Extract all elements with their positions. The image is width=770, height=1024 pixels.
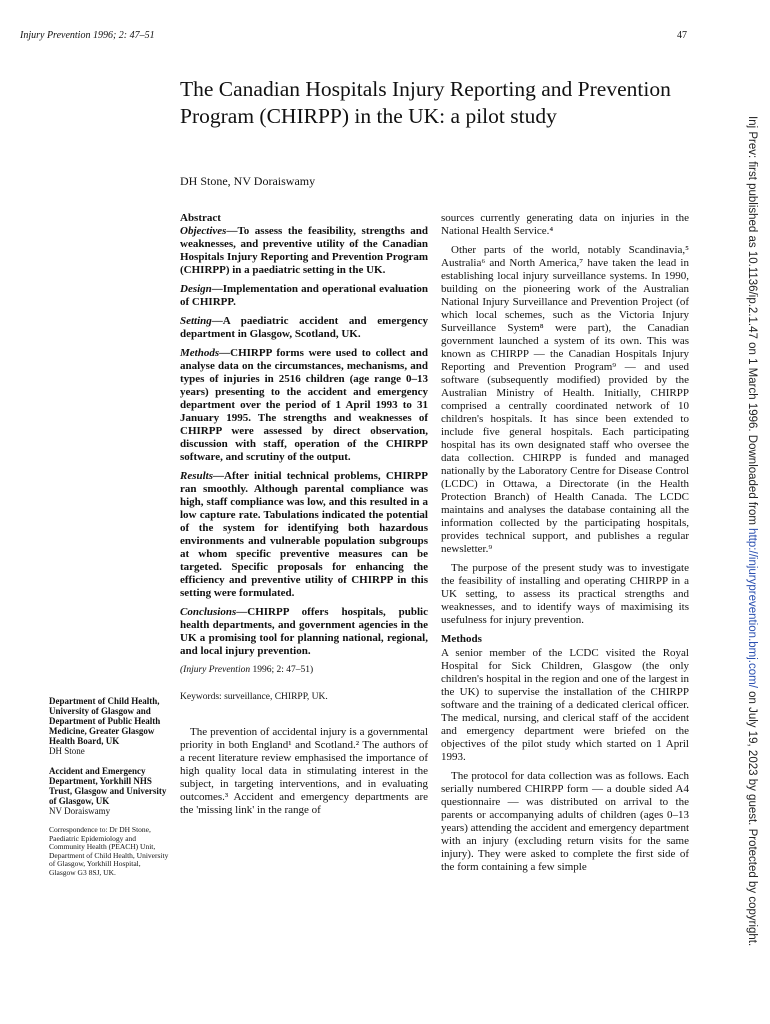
abstract-label: Conclusions (180, 606, 237, 618)
abstract-methods (180, 347, 428, 464)
correspondence: Correspondence to: Dr DH Stone, Paediatric Epidemiology and Community Health (PEACH) Unit, Department of Child Health, University of Glasgow, Yorkhill Hospital, Glasgow G3 8SJ, UK. (49, 825, 169, 877)
affiliation-person: NV Doraiswamy (49, 806, 111, 816)
abstract-objectives (180, 225, 428, 277)
abstract-text: —A paediatric accident and emergency department in Glasgow, Scotland, UK. (180, 315, 428, 340)
methods-heading: Methods (441, 633, 482, 645)
methods-paragraph: A senior member of the LCDC visited the Royal Hospital for Sick Children, Glasgow (the only children's hospital in the region and one of the largest in the UK) to supervise the installation of the CHIRPP software and the training of a dedicated clerical officer. The medical, nursing, and clerical staff of the accident and emergency department were briefed on the objectives of the pilot study which started on 1 April 1993. (441, 647, 689, 763)
abstract-text: —After initial technical problems, CHIRPP ran smoothly. Although parental compliance was high, staff compliance was low, and this resulted in a low capture rate. Tabulations indicated the potential of the system for identifying both hazardous environments and vulnerable population subgroups at whom specific preventive measures can be targeted. Specific proposals for enhancing the efficiency and preventive utility of CHIRPP in this setting were formulated. (180, 470, 428, 599)
body-paragraph: The purpose of the present study was to investigate the feasibility of installing and operating CHIRPP in a UK setting, to assess its practical strengths and weaknesses, and to identify ways of maximising its usefulness for injury prevention. (441, 562, 689, 626)
left-column (180, 212, 428, 823)
affiliation-org: Department of Child Health, University of Glasgow and Department of Public Health Medicine, Greater Glasgow Health Board, UK (49, 696, 161, 746)
body-paragraph: Other parts of the world, notably Scandinavia,⁵ Australia⁶ and North America,⁷ have taken the lead in establishing local injury surveillance systems. In 1990, building on the pioneering work of the Australian National Injury Surveillance and Prevention Project (of which local schemes, such as the Victoria Injury Surveillance System⁸ were part), the Canadian government launched a system of its own. This was known as CHIRPP — the Canadian Hospitals Injury Reporting and Prevention Program⁹ — and used software (subsequently modified) provided by the Australian Ministry of Health. Initially, CHIRPP comprised a centrally coordinated network of 10 children's hospitals. It has since been extended to include five general hospitals. Each participating hospital has its own designated staff who oversee the data collection. CHIRPP is funded and managed nationally by the Laboratory Centre for Disease Control (LCDC) in Ottawa, a Directorate (in the Health Protection Branch) of Health Canada. The LCDC maintains and analyses the database containing all the information collected by the participating hospitals, provides technical support, and publishes a regular newsletter.⁹ (441, 244, 689, 555)
article-authors: DH Stone, NV Doraiswamy (180, 174, 316, 188)
abstract-setting (180, 315, 428, 341)
article-title: The Canadian Hospitals Injury Reporting and Prevention Program (CHIRPP) in the UK: a pilot study (180, 77, 671, 128)
journal-link[interactable]: http://injuryprevention.bmj.com/ (746, 528, 758, 688)
abstract-label: Results (180, 470, 214, 482)
abstract-label: Objectives (180, 225, 227, 237)
download-side-note (746, 116, 758, 946)
affiliations-margin (49, 696, 169, 877)
abstract-conclusions (180, 606, 428, 658)
page-number: 47 (677, 30, 687, 41)
abstract-citation (180, 664, 428, 677)
methods-paragraph: The protocol for data collection was as follows. Each serially numbered CHIRPP form — a double sided A4 questionnaire — was distributed on arrival to the parents or accompanying adults of children (ages 0–13 years) attending the accident and emergency department with an injury (excluding return visits for the same injury). They were asked to complete the first side of the form containing a few simple (441, 770, 689, 873)
intro-paragraph: The prevention of accidental injury is a governmental priority in both England¹ and Scotland.² The authors of a recent literature review emphasised the importance of high quality local data in stimulating interest in the subject, in targeting interventions, and in evaluating outcomes.³ Accident and emergency departments are the 'missing link' in the range of (180, 726, 428, 816)
affiliation (49, 696, 169, 756)
abstract-text: —To assess the feasibility, strengths and weaknesses, and preventive utility of the Canadian Hospitals Injury Reporting and Prevention Program (CHIRPP) in a paediatric setting in the UK. (180, 225, 428, 276)
abstract-label: Methods (180, 347, 220, 359)
affiliation-org: Accident and Emergency Department, Yorkhill NHS Trust, Glasgow and University of Glasgow, UK (49, 766, 167, 806)
affiliation-person: DH Stone (49, 746, 85, 756)
abstract-heading: Abstract (180, 212, 221, 224)
side-note-suffix: on July 19, 2023 by guest. Protected by copyright. (746, 687, 758, 947)
abstract-text: —CHIRPP offers hospitals, public health departments, and government agencies in the UK a promising tool for planning national, regional, and local injury prevention. (180, 606, 428, 657)
right-column (441, 212, 689, 880)
abstract-label: Design (180, 283, 212, 295)
abstract-text: —Implementation and operational evaluation of CHIRPP. (180, 283, 428, 308)
abstract-label: Setting (180, 315, 212, 327)
abstract-text: —CHIRPP forms were used to collect and analyse data on the circumstances, mechanisms, and types of injuries in 2516 children (age range 0–13 years) presenting to the accident and emergency department over the period of 1 April 1993 to 31 January 1995. The strengths and weaknesses of CHIRPP were assessed by direct observation, discussion with staff, operation of the CHIRPP software, and scrutiny of the output. (180, 347, 428, 463)
abstract-design (180, 283, 428, 309)
citation-journal: (Injury Prevention (180, 665, 251, 675)
body-paragraph: sources currently generating data on injuries in the National Health Service.⁴ (441, 212, 689, 237)
keywords: Keywords: surveillance, CHIRPP, UK. (180, 692, 328, 702)
affiliation (49, 766, 169, 816)
abstract-results (180, 470, 428, 600)
side-note-prefix: Inj Prev: first published as 10.1136/ip.2.1.47 on 1 March 1996. Downloaded from (746, 116, 758, 529)
citation-details: 1996; 2: 47–51) (250, 665, 314, 675)
running-head: Injury Prevention 1996; 2: 47–51 (20, 30, 155, 41)
